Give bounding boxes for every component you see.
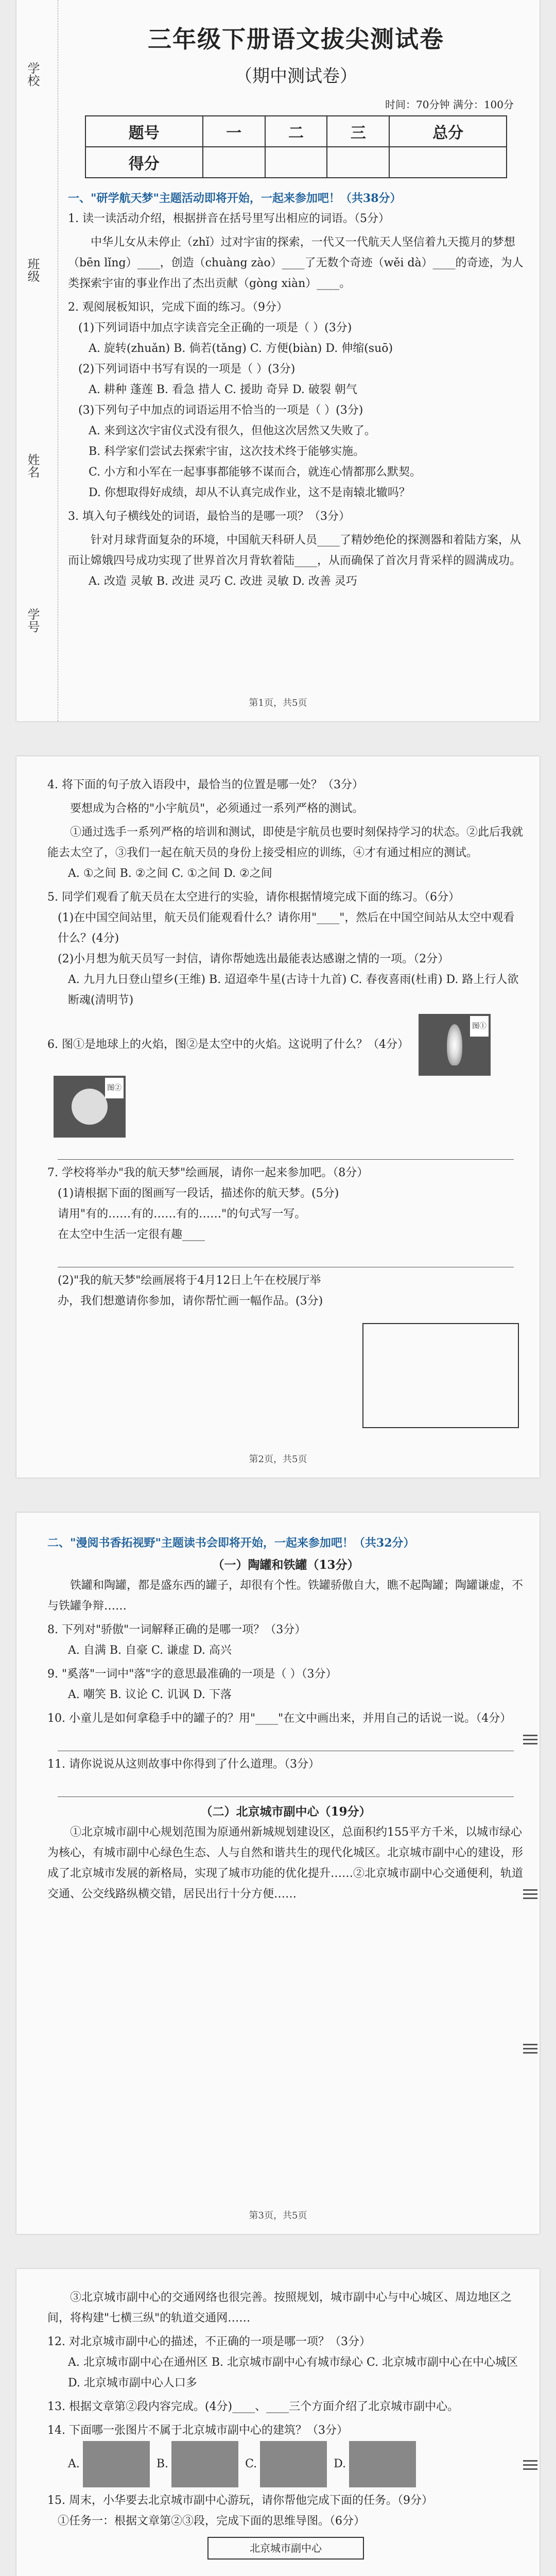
answer-line[interactable]: [58, 1248, 514, 1267]
question: 9. "奚落"一词中"落"字的意思最准确的一项是（ ）（3分）: [47, 1668, 337, 1681]
image-tag: 图①: [470, 1016, 489, 1037]
score-header: 总分: [389, 116, 507, 147]
binding-label-class: 班级: [25, 258, 40, 282]
sub-question: (2)下列词语中书写有误的一项是（ ）(3分): [78, 363, 296, 376]
passage-text: ③北京城市副中心的交通网络也很完善。按照规划，城市副中心与中心城区、周边地区之间，将构建"七横三纵"的轨道交通网……: [47, 2291, 512, 2325]
question: 15. 周末，小华要去北京城市副中心游玩，请你帮他完成下面的任务。（9分）: [47, 2494, 433, 2507]
binding-label-school: 学校: [25, 62, 40, 87]
section-heading: 一、"研学航天梦"主题活动即将开始，一起来参加吧！（共38分）: [68, 192, 402, 205]
sub-question: (1)请根据下面的图画写一段话，描述你的航天梦。(5分): [58, 1187, 339, 1200]
score-header: 三: [327, 116, 389, 147]
answer-prompt: 在太空中生活一定很有趣____: [58, 1228, 205, 1241]
options: A. 改造 灵敏 B. 改进 灵巧 C. 改进 灵敏 D. 改善 灵巧: [89, 575, 357, 588]
option: D. 你想取得好成绩，却从不认真完成作业，这不是南辕北辙吗？: [89, 486, 410, 499]
option: C. 小方和小军在一起事事都能够不谋而合，就连心情都那么默契。: [89, 466, 422, 479]
building-photo: [349, 2441, 416, 2487]
page-3: [16, 1513, 540, 2234]
sub-question: (3)下列句子中加点的词语运用不恰当的一项是（ ）(3分): [78, 404, 363, 417]
question: 11. 请你说说从这则故事中你得到了什么道理。（3分）: [47, 1758, 320, 1771]
sub-question: ①任务一：根据文章第②③段，完成下面的思维导图。（6分）: [58, 2515, 365, 2528]
options: A. 自满 B. 自豪 C. 谦虚 D. 高兴: [68, 1644, 232, 1657]
answer-line[interactable]: [58, 1778, 514, 1797]
score-cell[interactable]: [265, 147, 327, 178]
page-1: [16, 0, 540, 721]
building-photo: [260, 2441, 327, 2487]
sub-question: (1)在中国空间站里，航天员们能观看什么？请你用"____"，然后在中国空间站从太空中观看什么？(4分): [58, 911, 515, 945]
flame-icon: [447, 1024, 462, 1065]
score-header: 一: [203, 116, 265, 147]
question: 10. 小童儿是如何拿稳手中的罐子的？用"____"在文中画出来，并用自己的话说一说。（4分）: [47, 1712, 512, 1725]
options: A. 九月九日登山望乡(王维) B. 迢迢牵牛星(古诗十九首) C. 春夜喜雨(杜甫) D. 路上行人欲断魂(清明节): [68, 973, 519, 1007]
drawing-box[interactable]: [362, 1323, 519, 1428]
page-footer: 第3页，共5页: [249, 2210, 307, 2221]
score-header: 二: [265, 116, 327, 147]
question: 3. 填入句子横线处的词语，最恰当的是哪一项？（3分）: [68, 510, 350, 523]
options: A. 北京城市副中心在通州区 B. 北京城市副中心有城市绿心 C. 北京城市副中心在中心城区 D. 北京城市副中心人口多: [68, 2356, 518, 2389]
option-label: D.: [334, 2458, 346, 2470]
menu-icon[interactable]: [520, 2038, 540, 2059]
score-cell[interactable]: [327, 147, 389, 178]
binding-label-number: 学号: [25, 608, 40, 633]
question: 13. 根据文章第②段内容完成。(4分)____、____三个方面介绍了北京城市副中心。: [47, 2400, 459, 2413]
menu-icon[interactable]: [520, 1884, 540, 1904]
options: A. 旋转(zhuǎn) B. 倘若(tǎng) C. 方便(biàn) D. 伸缩(suō): [89, 342, 393, 355]
passage-title: （二）北京城市副中心（19分）: [200, 1805, 371, 1819]
question: 7. 学校将举办"我的航天梦"绘画展，请你一起来参加吧。（8分）: [47, 1166, 369, 1179]
exam-meta: 时间：70分钟 满分：100分: [385, 98, 514, 111]
earth-flame-image: [419, 1014, 491, 1076]
question-text: 针对月球背面复杂的环境，中国航天科研人员____了精妙绝伦的探测器和着陆方案，从而让嫦娥四号成功实现了世界首次月背软着陆____，从而确保了首次月背采样的圆满成功。: [68, 534, 522, 567]
options: A. 嘲笑 B. 议论 C. 讥讽 D. 下落: [68, 1688, 232, 1701]
passage-text: 铁罐和陶罐，都是盛东西的罐子，却很有个性。铁罐骄傲自大，瞧不起陶罐；陶罐谦虚，不与铁罐争辩……: [47, 1579, 524, 1613]
question: 5. 同学们观看了航天员在太空进行的实验，请你根据情境完成下面的练习。（6分）: [47, 891, 460, 904]
score-label: 得分: [85, 147, 203, 178]
space-flame-image: [54, 1076, 126, 1138]
option-label: B.: [156, 2458, 169, 2470]
question-text: 中华儿女从未停止（zhǐ）过对宇宙的探索，一代又一代航天人坚信着九天揽月的梦想（bēn lǐng）____，创造（chuàng zào）____了无数个奇迹（wěi dà）____的奇迹，为人类探索宇宙的事业作出了杰出贡献（gòng xiàn）____。: [68, 236, 524, 290]
page-4: [16, 2269, 540, 2576]
question: 14. 下面哪一张图片不属于北京城市副中心的建筑？（3分）: [47, 2424, 348, 2437]
question: 2. 观阅展板知识，完成下面的练习。（9分）: [68, 301, 288, 314]
question: 4. 将下面的句子放入语段中，最恰当的位置是哪一处？（3分）: [47, 778, 363, 791]
options: A. 耕种 蓬莲 B. 看急 措人 C. 援助 奇异 D. 破裂 朝气: [89, 383, 357, 396]
question: 1. 读一读活动介绍，根据拼音在括号里写出相应的词语。（5分）: [68, 212, 390, 225]
passage-text: ①北京城市副中心规划范围为原通州新城规划建设区，总面积约155平方千米，以城市绿心为核心，有城市副中心绿色生态、人与自然和谐共生的现代化城区。北京城市副中心的建设，形成了北京城市发展的新格局，实现了城市功能的优化提升……②北京城市副中心交通便利，轨道交通、公交线路纵横交错，居民出行十分方便……: [47, 1826, 524, 1901]
menu-icon[interactable]: [520, 2454, 540, 2475]
instruction: 请用"有的……有的……有的……"的句式写一写。: [58, 1208, 306, 1221]
passage-title: （一）陶罐和铁罐（13分）: [212, 1558, 359, 1572]
option-label: A.: [68, 2458, 80, 2470]
page-footer: 第1页，共5页: [249, 698, 307, 708]
section-heading: 二、"漫阅书香拓视野"主题读书会即将开始，一起来参加吧！（共32分）: [47, 1536, 415, 1550]
score-header: 题号: [85, 116, 203, 147]
page-2: [16, 756, 540, 1478]
question: 12. 对北京城市副中心的描述，不正确的一项是哪一项？（3分）: [47, 2335, 371, 2348]
question-quote: 要想成为合格的"小宇航员"，必须通过一系列严格的测试。: [70, 802, 364, 815]
score-cell[interactable]: [203, 147, 265, 178]
score-cell[interactable]: [389, 147, 507, 178]
page-footer: 第2页，共5页: [249, 1454, 307, 1465]
question: [47, 1014, 524, 1138]
exam-subtitle: （期中测试卷）: [235, 66, 357, 87]
option-label: C.: [245, 2458, 257, 2470]
options: A. ①之间 B. ②之间 C. ①之间 D. ②之间: [68, 867, 272, 880]
question-text: ①通过选手一系列严格的培训和测试，即使是宇航员也要时刻保持学习的状态。②此后我就能去太空了，③我们一起在航天员的身份上接受相应的训练，④才有通过相应的测试。: [47, 826, 524, 859]
image-tag: 图②: [105, 1078, 124, 1098]
image-options: [47, 2441, 524, 2487]
sub-question: (1)下列词语中加点字读音完全正确的一项是（ ）(3分): [78, 321, 352, 334]
score-table: [85, 115, 507, 178]
option: A. 来到这次宇宙仪式没有很久，但他这次居然又失败了。: [89, 425, 376, 437]
building-photo: [83, 2441, 150, 2487]
question: 8. 下列对"骄傲"一词解释正确的是哪一项？（3分）: [47, 1623, 306, 1636]
binding-margin: [16, 0, 58, 721]
answer-line[interactable]: [58, 1141, 514, 1160]
sub-question: (2)小月想为航天员写一封信，请你帮她选出最能表达感谢之情的一项。（2分）: [58, 953, 449, 965]
sphere-flame-icon: [72, 1089, 108, 1125]
building-photo: [171, 2441, 238, 2487]
option: B. 科学家们尝试去探索宇宙，这次技术终于能够实施。: [89, 445, 365, 458]
question-label: 6. 图①是地球上的火焰，图②是太空中的火焰。这说明了什么？（4分）: [47, 1038, 409, 1051]
exam-title: 三年级下册语文拔尖测试卷: [148, 25, 444, 53]
sub-question: (2)"我的航天梦"绘画展将于4月12日上午在校展厅举办，我们想邀请你参加，请你帮忙画一幅作品。(3分): [58, 1274, 323, 1308]
menu-icon[interactable]: [520, 1729, 540, 1750]
answer-line[interactable]: [58, 1732, 514, 1751]
mindmap-root: 北京城市副中心: [207, 2537, 364, 2560]
binding-label-name: 姓名: [25, 453, 40, 478]
